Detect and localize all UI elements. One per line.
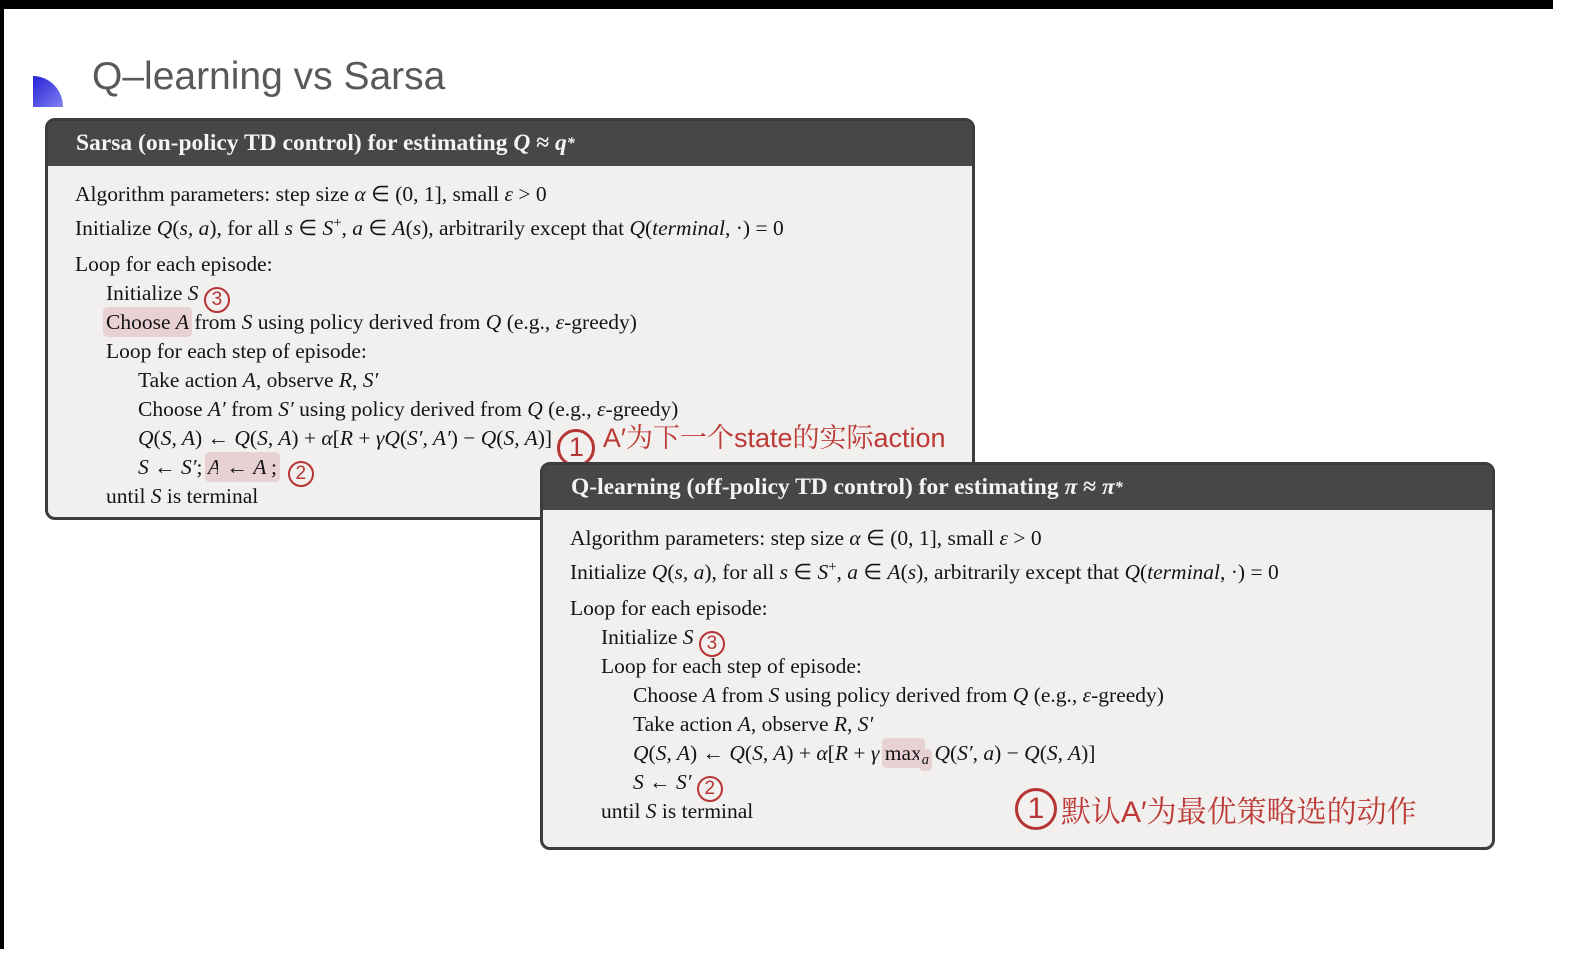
text-segment: ∈ (362, 216, 393, 240)
algorithm-line (75, 250, 962, 279)
text-segment: ), for all (209, 216, 285, 240)
text-segment: Take action (633, 712, 738, 736)
text-segment: ( (949, 741, 958, 765)
text-segment: until (601, 799, 646, 823)
text-segment: is terminal (161, 484, 259, 508)
text-segment: > 0 (1007, 526, 1042, 550)
text-segment: , observe (255, 368, 339, 392)
text-segment: ( (496, 426, 504, 450)
text-segment: S (633, 770, 644, 794)
qlearning-box-header (543, 465, 1492, 510)
text-segment: Q (156, 216, 173, 240)
text-segment: ε (504, 182, 513, 206)
text-segment: Initialize (570, 560, 652, 584)
text-segment: ( (900, 560, 908, 584)
text-segment (691, 770, 696, 794)
text-segment: ) − (450, 426, 481, 450)
circled-number: 1 (557, 429, 595, 467)
text-segment: ), arbitrarily except that (421, 216, 630, 240)
text-segment: a (847, 560, 858, 584)
text-segment: π (1064, 474, 1078, 500)
highlighted-text: Choose (106, 310, 176, 334)
algorithm-line (75, 423, 962, 462)
text-segment: [ (827, 741, 835, 765)
qlearning-red-annotation (1015, 787, 1417, 831)
slide-title: Q–learning vs Sarsa (92, 55, 446, 98)
algorithm-line (75, 180, 962, 209)
text-segment: + (828, 559, 837, 575)
text-segment: Choose (633, 683, 703, 707)
text-segment: S′, a (957, 741, 995, 765)
text-segment: ) ← (689, 741, 730, 765)
window-frame-left (0, 0, 4, 949)
text-segment: S, A (160, 426, 195, 450)
text-segment: -greedy) (1091, 683, 1164, 707)
text-segment: ( (1039, 741, 1047, 765)
text-segment: , (341, 216, 353, 240)
text-segment: , (836, 560, 848, 584)
text-segment: A (242, 368, 256, 392)
text-segment: Q (485, 310, 502, 334)
text-segment: R (339, 426, 353, 450)
text-segment: Q (480, 426, 497, 450)
text-segment: is terminal (656, 799, 754, 823)
text-segment: ) + (291, 426, 322, 450)
text-segment: S (138, 455, 149, 479)
text-segment: α (816, 741, 828, 765)
text-segment: α (321, 426, 333, 450)
text-segment: ε (999, 526, 1008, 550)
text-segment: ε (597, 397, 606, 421)
text-segment: ∈ (0, 1], small (365, 182, 505, 206)
text-segment: s (779, 560, 788, 584)
text-segment: Algorithm parameters: step size (75, 182, 355, 206)
text-segment: ∈ (787, 560, 818, 584)
text-segment: S (322, 216, 334, 240)
algorithm-line (570, 681, 1482, 710)
text-segment: α (354, 182, 366, 206)
text-segment: ← (643, 770, 676, 794)
text-segment: , ·) = 0 (1220, 560, 1279, 584)
text-segment: ( (172, 216, 180, 240)
slide-bullet-decoration (33, 76, 63, 107)
red-annotation-text: 默认A′为最优策略选的动作 (1061, 796, 1417, 829)
text-segment: * (566, 134, 575, 152)
text-segment: ( (405, 216, 413, 240)
text-segment: Q (527, 397, 543, 421)
text-segment: S′ (857, 712, 874, 736)
text-segment: ; (196, 455, 208, 479)
text-segment: Take action (138, 368, 243, 392)
text-segment: Q (629, 216, 645, 240)
text-segment: π (1101, 474, 1115, 500)
algorithm-line (570, 739, 1482, 768)
text-segment: using policy derived from (293, 397, 528, 421)
text-segment: R (338, 368, 353, 392)
text-segment: Initialize (106, 281, 188, 305)
text-segment: ), arbitrarily except that (916, 560, 1125, 584)
highlighted-text: max (884, 741, 922, 765)
algorithm-line (570, 594, 1482, 623)
text-segment: γ (870, 741, 885, 765)
text-segment: Q (729, 741, 745, 765)
circled-number: 2 (288, 461, 314, 487)
text-segment: (e.g., (542, 397, 598, 421)
text-segment: , ·) = 0 (725, 216, 784, 240)
text-segment: S′ (676, 770, 692, 794)
text-segment: S (645, 799, 657, 823)
text-segment: s (284, 216, 293, 240)
algorithm-line (570, 623, 1482, 652)
text-segment: ) ← (194, 426, 235, 450)
sarsa-box-header (48, 121, 972, 166)
circled-number: 2 (697, 776, 723, 802)
algorithm-line (570, 524, 1482, 553)
text-segment: Initialize (75, 216, 157, 240)
algorithm-line (75, 308, 962, 337)
text-segment: Q (934, 741, 950, 765)
sarsa-algorithm-box (45, 118, 975, 520)
text-segment: Choose (138, 397, 208, 421)
text-segment: ∈ (0, 1], small (860, 526, 1000, 550)
highlighted-text: A′ (253, 455, 272, 479)
text-segment: + (847, 741, 871, 765)
circled-number: 3 (699, 631, 725, 657)
highlighted-text: A (175, 310, 190, 334)
text-segment: + (333, 215, 342, 231)
text-segment: , (847, 712, 858, 736)
text-segment: ( (1139, 560, 1148, 584)
text-segment: s, a (674, 560, 705, 584)
text-segment: ) + (786, 741, 817, 765)
algorithm-line (570, 553, 1482, 582)
text-segment: ← (148, 455, 181, 479)
text-segment: ( (667, 560, 675, 584)
text-segment: A (737, 712, 751, 736)
text-segment: S, A (655, 741, 690, 765)
text-segment: -greedy) (605, 397, 679, 421)
text-segment: S (682, 625, 699, 649)
window-frame-top (0, 0, 1553, 9)
text-segment: Initialize (601, 625, 683, 649)
text-segment: * (1114, 478, 1123, 496)
text-segment: A (887, 560, 901, 584)
text-segment (277, 455, 288, 479)
circled-number: 1 (1015, 788, 1057, 830)
highlighted-text: a (921, 752, 930, 768)
text-segment: , (352, 368, 363, 392)
text-segment: R (833, 712, 848, 736)
text-segment: A′ (207, 397, 226, 421)
text-segment: S (241, 310, 253, 334)
text-segment: Q (1012, 683, 1029, 707)
text-segment: S (150, 484, 162, 508)
text-segment: s (907, 560, 917, 584)
text-segment: + (352, 426, 376, 450)
qlearning-algorithm-box (540, 462, 1495, 850)
text-segment: S′ (278, 397, 294, 421)
text-segment: ε (1082, 683, 1092, 707)
text-segment: (e.g., (1028, 683, 1083, 707)
text-segment: q (554, 130, 567, 156)
text-segment: from (716, 683, 769, 707)
circled-number: 3 (204, 287, 230, 313)
text-segment: terminal (1147, 560, 1221, 584)
text-segment: A (702, 683, 717, 707)
text-segment: S (817, 560, 829, 584)
text-segment: ε (555, 310, 565, 334)
text-segment: Q (513, 130, 531, 156)
text-segment: Loop for each step of episode: (106, 339, 367, 363)
text-segment: Loop for each episode: (75, 252, 273, 276)
text-segment: Q (1124, 560, 1140, 584)
text-segment: ( (249, 426, 258, 450)
text-segment: Q (1024, 741, 1040, 765)
text-segment: from (225, 397, 279, 421)
text-segment: S (187, 281, 204, 305)
text-segment: ) − (994, 741, 1025, 765)
algorithm-line (75, 395, 962, 424)
highlighted-text: ; (271, 455, 278, 479)
text-segment: S′ (362, 368, 379, 392)
text-segment: α (849, 526, 861, 550)
text-segment: ( (399, 426, 408, 450)
text-segment: Algorithm parameters: step size (570, 526, 850, 550)
text-segment: > 0 (512, 182, 547, 206)
text-segment: using policy derived from (252, 310, 486, 334)
text-segment: s, a (179, 216, 210, 240)
text-segment: S′, A′ (407, 426, 451, 450)
qlearning-box-body (543, 510, 1492, 834)
text-segment: ( (153, 426, 161, 450)
algorithm-line (75, 337, 962, 366)
text-segment: S, A (503, 426, 538, 450)
highlighted-text: A (207, 455, 221, 479)
text-segment: until (106, 484, 151, 508)
text-segment: Q (651, 560, 668, 584)
text-segment: terminal (652, 216, 726, 240)
text-segment: ≈ (1077, 474, 1102, 500)
text-segment: s (412, 216, 422, 240)
text-segment: R (834, 741, 848, 765)
text-segment: ∈ (857, 560, 888, 584)
text-segment: Q-learning (off-policy TD control) for estimating (571, 474, 1065, 500)
text-segment: using policy derived from (779, 683, 1013, 707)
text-segment: A (392, 216, 406, 240)
text-segment: γQ (375, 426, 400, 450)
text-segment: from (189, 310, 242, 334)
text-segment: ∈ (292, 216, 323, 240)
text-segment: S′ (181, 455, 197, 479)
text-segment: -greedy) (564, 310, 637, 334)
text-segment: (e.g., (501, 310, 556, 334)
algorithm-line (75, 279, 962, 308)
text-segment: )] (1081, 741, 1096, 765)
text-segment: ( (744, 741, 753, 765)
text-segment: )] (537, 426, 558, 450)
highlighted-text: ← (220, 455, 254, 479)
text-segment: Q (633, 741, 649, 765)
algorithm-line (570, 652, 1482, 681)
text-segment: [ (332, 426, 340, 450)
red-annotation-text: A′为下一个state的实际action (595, 423, 946, 453)
text-segment: S, A (1046, 741, 1082, 765)
algorithm-line (75, 209, 962, 238)
text-segment: Q (138, 426, 154, 450)
text-segment: Sarsa (on-policy TD control) for estimating (76, 130, 514, 156)
text-segment: ( (648, 741, 656, 765)
text-segment: S, A (257, 426, 292, 450)
text-segment: ≈ (530, 130, 555, 156)
text-segment: S (768, 683, 780, 707)
text-segment: Q (234, 426, 250, 450)
text-segment: S, A (752, 741, 787, 765)
algorithm-line (75, 366, 962, 395)
text-segment: , observe (750, 712, 834, 736)
algorithm-line (570, 710, 1482, 739)
text-segment: ), for all (704, 560, 780, 584)
text-segment: a (352, 216, 363, 240)
text-segment: Loop for each step of episode: (601, 654, 862, 678)
text-segment: Loop for each episode: (570, 596, 768, 620)
text-segment: ( (644, 216, 653, 240)
